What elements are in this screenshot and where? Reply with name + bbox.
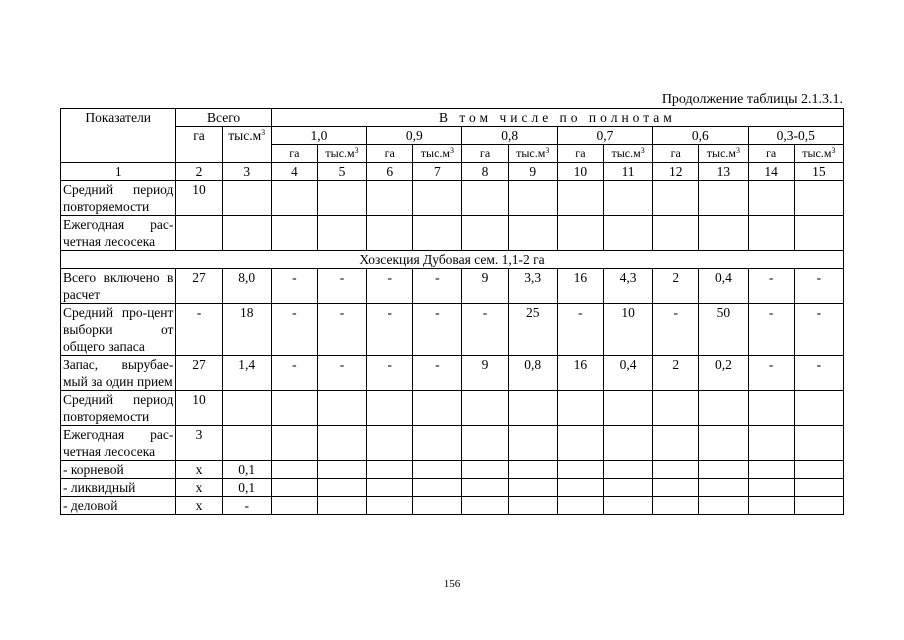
table-cell bbox=[557, 479, 603, 497]
table-cell: 0,4 bbox=[699, 269, 748, 304]
table-cell bbox=[653, 391, 699, 426]
table-cell: 9 bbox=[462, 356, 508, 391]
table-cell bbox=[794, 479, 843, 497]
header-total-volume: $тыс.м^3$ bbox=[222, 127, 271, 163]
table-cell bbox=[508, 497, 557, 515]
table-cell bbox=[367, 216, 413, 251]
table-row bbox=[61, 181, 844, 216]
table-cell bbox=[699, 391, 748, 426]
table-cell bbox=[699, 181, 748, 216]
table-cell: 2 bbox=[653, 356, 699, 391]
table-cell bbox=[557, 461, 603, 479]
table-cell bbox=[653, 216, 699, 251]
table-row bbox=[61, 426, 844, 461]
table-cell bbox=[508, 461, 557, 479]
table-cell bbox=[794, 181, 843, 216]
column-number: 12 bbox=[653, 163, 699, 181]
table-cell: - bbox=[271, 269, 317, 304]
table-cell bbox=[271, 426, 317, 461]
header-ha: га bbox=[367, 145, 413, 163]
table-cell bbox=[794, 461, 843, 479]
table-cell bbox=[508, 216, 557, 251]
table-cell bbox=[557, 391, 603, 426]
table-cell bbox=[653, 426, 699, 461]
table-cell: х bbox=[176, 497, 222, 515]
table-cell: - bbox=[271, 356, 317, 391]
table-cell bbox=[748, 216, 794, 251]
table-cell: х bbox=[176, 461, 222, 479]
table-cell bbox=[603, 479, 652, 497]
row-label: Средний про-цент выборки от общего запаса bbox=[61, 304, 176, 356]
table-cell bbox=[508, 479, 557, 497]
table-cell: 1,4 bbox=[222, 356, 271, 391]
header-ha: га bbox=[653, 145, 699, 163]
table-cell bbox=[367, 479, 413, 497]
table-cell bbox=[413, 479, 462, 497]
table-cell: 25 bbox=[508, 304, 557, 356]
column-number: 9 bbox=[508, 163, 557, 181]
table-cell bbox=[317, 461, 366, 479]
table-cell bbox=[794, 216, 843, 251]
table-cell bbox=[317, 216, 366, 251]
table-cell bbox=[367, 426, 413, 461]
header-total-ha: га bbox=[176, 127, 222, 163]
header-ha: га bbox=[271, 145, 317, 163]
table-cell: - bbox=[317, 269, 366, 304]
table-cell bbox=[557, 497, 603, 515]
table-cell: 27 bbox=[176, 356, 222, 391]
table-row bbox=[61, 304, 844, 356]
table-cell bbox=[413, 497, 462, 515]
table-row bbox=[61, 497, 844, 515]
table-cell bbox=[699, 497, 748, 515]
header-volume: $тыс.м^3$ bbox=[603, 145, 652, 163]
header-ha: га bbox=[462, 145, 508, 163]
table-cell: - bbox=[748, 356, 794, 391]
table-cell bbox=[462, 181, 508, 216]
table-cell: 0,1 bbox=[222, 461, 271, 479]
header-volume: $тыс.м^3$ bbox=[413, 145, 462, 163]
table-cell bbox=[748, 391, 794, 426]
table-cell bbox=[699, 426, 748, 461]
table-cell: 16 bbox=[557, 269, 603, 304]
table-cell bbox=[557, 426, 603, 461]
table-cell: - bbox=[317, 356, 366, 391]
table-cell bbox=[603, 497, 652, 515]
table-cell bbox=[222, 391, 271, 426]
table-cell bbox=[699, 461, 748, 479]
column-number: 7 bbox=[413, 163, 462, 181]
table-cell bbox=[271, 461, 317, 479]
table-cell: 16 bbox=[557, 356, 603, 391]
table-cell bbox=[271, 181, 317, 216]
header-total: Всего bbox=[176, 109, 271, 127]
table-cell bbox=[462, 497, 508, 515]
header-volume: $тыс.м^3$ bbox=[508, 145, 557, 163]
table-row bbox=[61, 269, 844, 304]
table-cell: - bbox=[413, 356, 462, 391]
column-number: 13 bbox=[699, 163, 748, 181]
table-cell: 18 bbox=[222, 304, 271, 356]
table-cell: 0,4 bbox=[603, 356, 652, 391]
table-cell bbox=[748, 479, 794, 497]
column-number: 11 bbox=[603, 163, 652, 181]
row-label: - корневой bbox=[61, 461, 176, 479]
table-cell: - bbox=[748, 269, 794, 304]
header-density-0: 1,0 bbox=[271, 127, 366, 145]
table-cell: - bbox=[222, 497, 271, 515]
header-volume: $тыс.м^3$ bbox=[317, 145, 366, 163]
table-cell bbox=[748, 181, 794, 216]
row-label: - деловой bbox=[61, 497, 176, 515]
table-cell: - bbox=[271, 304, 317, 356]
table-cell bbox=[317, 181, 366, 216]
header-density-1: 0,9 bbox=[367, 127, 462, 145]
table-cell: 3,3 bbox=[508, 269, 557, 304]
header-volume: $тыс.м^3$ bbox=[699, 145, 748, 163]
row-label: Ежегодная рас-четная лесосека bbox=[61, 216, 176, 251]
table-cell bbox=[367, 461, 413, 479]
table-cell bbox=[794, 391, 843, 426]
table-cell: 8,0 bbox=[222, 269, 271, 304]
table-cell bbox=[413, 426, 462, 461]
table-cell bbox=[413, 461, 462, 479]
table-cell bbox=[794, 426, 843, 461]
column-number: 4 bbox=[271, 163, 317, 181]
table-cell bbox=[271, 391, 317, 426]
table-cell bbox=[462, 479, 508, 497]
table-cell bbox=[794, 497, 843, 515]
header-ha: га bbox=[557, 145, 603, 163]
table-cell: 27 bbox=[176, 269, 222, 304]
row-label: Средний период повторяемости bbox=[61, 181, 176, 216]
column-number: 14 bbox=[748, 163, 794, 181]
column-number: 8 bbox=[462, 163, 508, 181]
column-number: 6 bbox=[367, 163, 413, 181]
table-cell bbox=[367, 391, 413, 426]
table-cell: - bbox=[367, 304, 413, 356]
table-cell bbox=[367, 181, 413, 216]
table-cell bbox=[508, 391, 557, 426]
table-row bbox=[61, 391, 844, 426]
table-cell: - bbox=[176, 304, 222, 356]
page-number: 156 bbox=[443, 578, 461, 590]
table-cell bbox=[699, 216, 748, 251]
table-cell bbox=[603, 181, 652, 216]
column-number: 5 bbox=[317, 163, 366, 181]
table-cell bbox=[413, 391, 462, 426]
table-cell bbox=[603, 216, 652, 251]
table-cell: - bbox=[367, 356, 413, 391]
table-cell bbox=[271, 216, 317, 251]
table-cell bbox=[413, 181, 462, 216]
column-number: 3 bbox=[222, 163, 271, 181]
table-cell: 2 bbox=[653, 269, 699, 304]
table-cell bbox=[603, 391, 652, 426]
table-cell bbox=[557, 216, 603, 251]
table-row bbox=[61, 356, 844, 391]
table-cell bbox=[699, 479, 748, 497]
table-cell bbox=[317, 391, 366, 426]
table-cell bbox=[653, 479, 699, 497]
table-cell bbox=[748, 426, 794, 461]
table-cell: - bbox=[794, 304, 843, 356]
table-cell bbox=[271, 497, 317, 515]
table-row bbox=[61, 461, 844, 479]
header-density-5: 0,3-0,5 bbox=[748, 127, 844, 145]
table-cell bbox=[367, 497, 413, 515]
table-cell bbox=[317, 426, 366, 461]
table-cell bbox=[317, 497, 366, 515]
table-cell: 0,8 bbox=[508, 356, 557, 391]
table-cell bbox=[317, 479, 366, 497]
column-number: 10 bbox=[557, 163, 603, 181]
table-cell bbox=[557, 181, 603, 216]
table-cell: - bbox=[653, 304, 699, 356]
table-cell: 10 bbox=[176, 391, 222, 426]
column-number: 1 bbox=[61, 163, 176, 181]
table-cell bbox=[462, 426, 508, 461]
table-cell: - bbox=[317, 304, 366, 356]
table-cell bbox=[222, 216, 271, 251]
table-cell bbox=[462, 461, 508, 479]
table-cell bbox=[508, 426, 557, 461]
table-cell: - bbox=[794, 356, 843, 391]
table-cell: - bbox=[748, 304, 794, 356]
table-cell bbox=[653, 497, 699, 515]
header-density-2: 0,8 bbox=[462, 127, 557, 145]
table-cell bbox=[413, 216, 462, 251]
table-row bbox=[61, 479, 844, 497]
table-cell: 50 bbox=[699, 304, 748, 356]
table-cell bbox=[603, 426, 652, 461]
table-cell: - bbox=[794, 269, 843, 304]
header-density-3: 0,7 bbox=[557, 127, 652, 145]
table-cell bbox=[271, 479, 317, 497]
header-density-4: 0,6 bbox=[653, 127, 748, 145]
table-cell: 3 bbox=[176, 426, 222, 461]
header-volume: $тыс.м^3$ bbox=[794, 145, 843, 163]
table-cell: - bbox=[413, 269, 462, 304]
table-cell: 9 bbox=[462, 269, 508, 304]
row-label: Всего включено в расчет bbox=[61, 269, 176, 304]
table-cell: х bbox=[176, 479, 222, 497]
table-cell: - bbox=[413, 304, 462, 356]
table-cell bbox=[222, 181, 271, 216]
data-table bbox=[60, 108, 844, 515]
table-caption: Продолжение таблицы 2.1.3.1. bbox=[661, 92, 843, 107]
column-number: 15 bbox=[794, 163, 843, 181]
table-cell: - bbox=[462, 304, 508, 356]
column-number: 2 bbox=[176, 163, 222, 181]
table-cell: 10 bbox=[603, 304, 652, 356]
table-cell bbox=[508, 181, 557, 216]
table-cell bbox=[748, 497, 794, 515]
table-cell: - bbox=[557, 304, 603, 356]
table-cell: - bbox=[367, 269, 413, 304]
table-cell bbox=[748, 461, 794, 479]
header-ha: га bbox=[748, 145, 794, 163]
table-cell bbox=[462, 391, 508, 426]
row-label: Ежегодная рас-четная лесосека bbox=[61, 426, 176, 461]
table-cell bbox=[222, 426, 271, 461]
table-cell: 0,2 bbox=[699, 356, 748, 391]
table-cell bbox=[653, 461, 699, 479]
section-title: Хозсекция Дубовая сем. 1,1-2 га bbox=[61, 251, 844, 269]
row-label: Запас, вырубае-мый за один прием bbox=[61, 356, 176, 391]
row-label: Средний период повторяемости bbox=[61, 391, 176, 426]
table-cell: 10 bbox=[176, 181, 222, 216]
table-cell bbox=[603, 461, 652, 479]
table-cell bbox=[176, 216, 222, 251]
table-cell: 4,3 bbox=[603, 269, 652, 304]
table-row bbox=[61, 216, 844, 251]
table-cell: 0,1 bbox=[222, 479, 271, 497]
row-label: - ликвидный bbox=[61, 479, 176, 497]
header-indicators: Показатели bbox=[61, 109, 176, 163]
table-cell bbox=[462, 216, 508, 251]
table-cell bbox=[653, 181, 699, 216]
header-including: В том числе по полнотам bbox=[271, 109, 843, 127]
